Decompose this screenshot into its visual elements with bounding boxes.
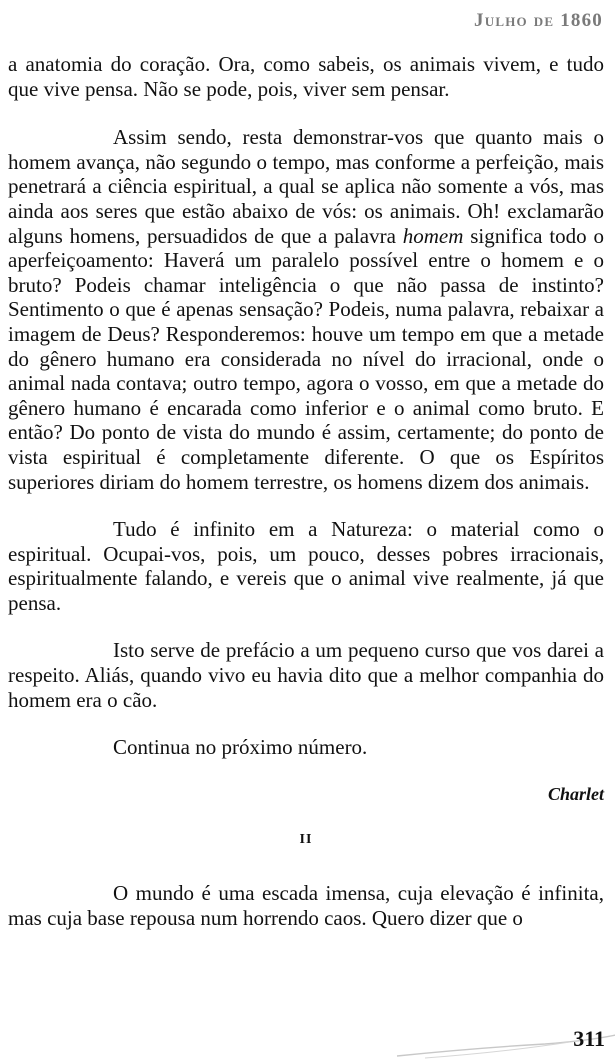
page-body <box>8 52 604 930</box>
signature: Charlet <box>547 783 604 804</box>
paragraph-2-text-b: significa todo o aperfeiçoamento: Haverá um paralelo possível entre o homem e o bruto? Podeis chamar inteligência o que não passa de instinto? Sentimento o que é apenas sensação? Podeis, numa palavra, rebaixar a imagem de Deus? Responderemos: houve um tempo em que a metade do gênero humano era considerada no nível do irracional, onde o animal nada contava; outro tempo, agora o vosso, em que a metade do gênero humano é encarada como inferior e o animal como bruto. E então? Do ponto de vista do mundo é assim, certamente; do ponto de vista espiritual é completamente diferente. O que os Espíritos superiores diriam do homem terrestre, os homens dizem dos animais. <box>8 223 604 494</box>
paragraph-2 <box>8 125 604 494</box>
paragraph-5: Continua no próximo número. <box>113 735 368 760</box>
page-number: 311 <box>573 1026 605 1051</box>
paragraph-2-text-a: Assim sendo, resta demonstrar-vos que quanto mais o homem avança, não segundo o tempo, mas conforme a perfeição, mais penetrará a ciência espiritual, a qual se aplica não somente a vós, mas ainda aos seres que estão abaixo de vós: os animais. Oh! exclamarão alguns homens, persuadidos de que a palavra <box>8 125 604 248</box>
running-header: Julho de 1860 <box>474 10 603 31</box>
paragraph-1: a anatomia do coração. Ora, como sabeis, os animais vivem, e tudo que vive pensa. Não se pode, pois, viver sem pensar. <box>8 52 604 101</box>
paragraph-3: Tudo é infinito em a Natureza: o material como o espiritual. Ocupai-vos, pois, um pouco, desses pobres irracionais, espiritualmente falando, e vereis que o animal vive realmente, já que pensa. <box>8 517 604 615</box>
emphasis-word: homem <box>402 223 464 248</box>
section-number: II <box>299 832 313 848</box>
paragraph-4: Isto serve de prefácio a um pequeno curso que vos darei a respeito. Aliás, quando vivo eu havia dito que a melhor companhia do homem era o cão. <box>8 638 604 712</box>
paragraph-6: O mundo é uma escada imensa, cuja elevação é infinita, mas cuja base repousa num horrendo caos. Quero dizer que o <box>8 881 604 930</box>
